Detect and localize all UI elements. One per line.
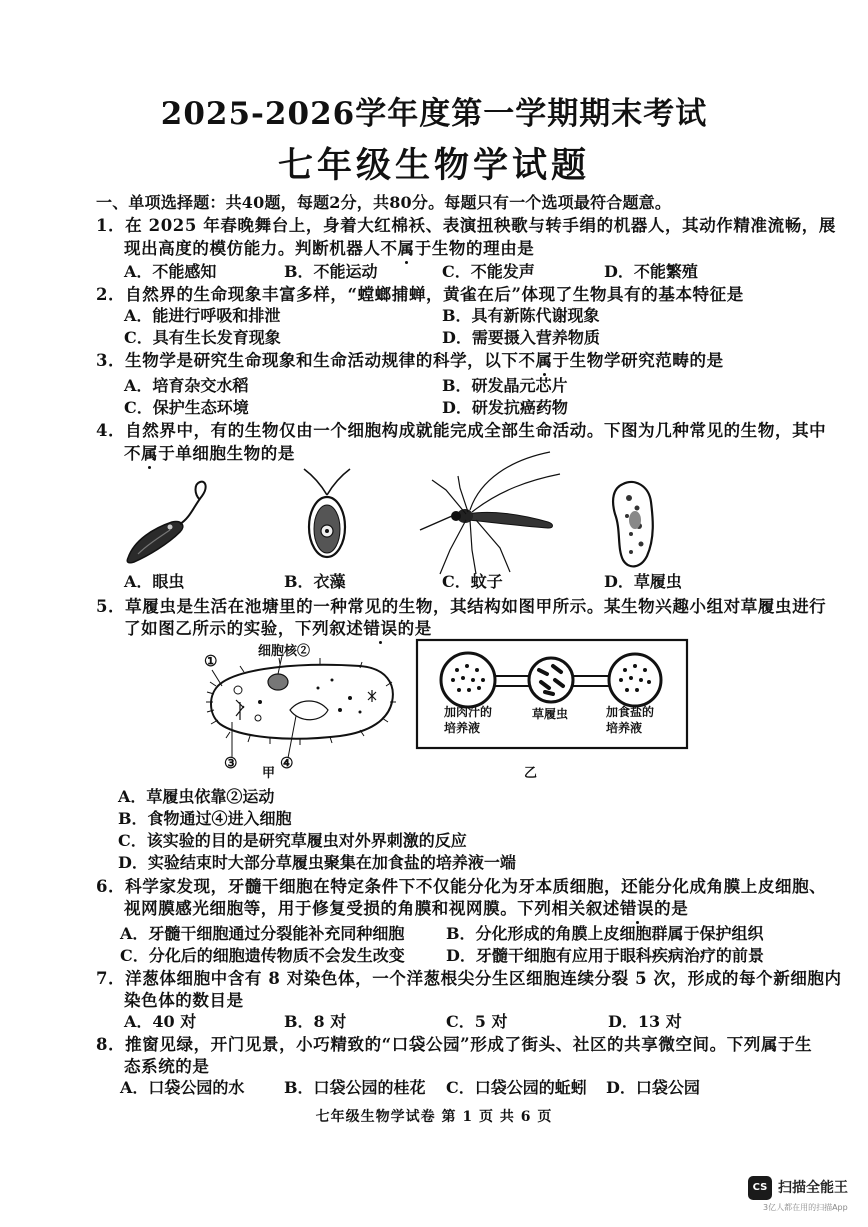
- emphasis-text: 错误: [620, 895, 654, 919]
- question-2-option-c: C．具有生长发育现象: [124, 328, 281, 347]
- question-1-option-c: C．不能发声: [442, 262, 535, 281]
- question-5-option-d: D．实验结束时大部分草履虫聚集在加食盐的培养液一端: [118, 853, 516, 872]
- question-8-line-1: 8．推窗见绿，开门见景，小巧精致的“口袋公园”形成了街头、社区的共享微空间。下列属于生: [96, 1035, 813, 1054]
- question-6-option-a: A．牙髓干细胞通过分裂能补充同种细胞: [120, 924, 405, 943]
- structure-label-1: ①: [204, 652, 218, 670]
- dish-right-label-1: 加食盐的: [606, 705, 655, 719]
- question-1-option-b: B．不能运动: [284, 262, 378, 281]
- figure-jia-caption: 甲: [262, 766, 276, 781]
- question-1-option-a: A．不能感知: [124, 262, 217, 281]
- question-3-line-1: 3．生物学是研究生命现象和生命活动规律的科学，以下不属于生物学研究范畴的是: [96, 347, 724, 371]
- question-2-option-a: A．能进行呼吸和排泄: [124, 306, 281, 325]
- emphasis-text: 不属于: [518, 347, 569, 371]
- question-7-option-d: D．13 对: [608, 1012, 682, 1031]
- dish-right-label-2: 培养液: [606, 721, 643, 735]
- question-1-line-2: 现出高度的模仿能力。判断机器人不属于生物的理由是: [124, 235, 534, 259]
- nucleus-label: 细胞核②: [258, 644, 311, 659]
- question-6-option-c: C．分化后的细胞遗传物质不会发生改变: [120, 946, 405, 965]
- question-8-option-d: D．口袋公园: [606, 1078, 700, 1097]
- question-3-option-b: B．研发晶元芯片: [442, 376, 568, 395]
- structure-label-3: ③: [224, 754, 238, 772]
- emphasis-text: 不属于: [381, 235, 432, 259]
- scanner-logo-icon: CS: [748, 1176, 772, 1200]
- figure-yi-caption: 乙: [524, 766, 538, 781]
- emphasis-text: 不属于: [124, 440, 175, 464]
- scanner-app-name: 扫描全能王: [778, 1180, 848, 1196]
- question-3-option-d: D．研发抗癌药物: [442, 398, 568, 417]
- question-1-option-d: D．不能繁殖: [604, 262, 698, 281]
- question-4-option-a: A．眼虫: [124, 572, 185, 591]
- question-7-line-2: 染色体的数目是: [124, 991, 244, 1010]
- euglena-figure: [120, 470, 210, 570]
- chlamydomonas-figure: [292, 465, 362, 570]
- structure-label-4: ④: [280, 754, 294, 772]
- question-2-line-1: 2．自然界的生命现象丰富多样，“螳螂捕蝉，黄雀在后”体现了生物具有的基本特征是: [96, 285, 744, 304]
- question-3-option-c: C．保护生态环境: [124, 398, 249, 417]
- dish-left-label-2: 培养液: [444, 721, 481, 735]
- exam-subtitle: 七年级生物学试题: [277, 145, 590, 186]
- question-8-option-b: B．口袋公园的桂花: [284, 1078, 426, 1097]
- question-2-option-d: D．需要摄入营养物质: [442, 328, 600, 347]
- question-1-line-1: 1．在 2025 年春晚舞台上，身着大红棉袄、表演扭秧歌与转手绢的机器人，其动作精准流畅，展: [96, 216, 836, 235]
- scanner-tagline: 3亿人都在用的扫描App: [763, 1203, 848, 1212]
- question-4-option-d: D．草履虫: [604, 572, 682, 591]
- question-7-option-b: B．8 对: [284, 1012, 347, 1031]
- question-4-option-c: C．蚊子: [442, 572, 503, 591]
- exam-title: 2025-2026学年度第一学期期末考试: [160, 96, 708, 132]
- question-4-option-b: B．衣藻: [284, 572, 346, 591]
- question-6-line-2: 视网膜感光细胞等，用于修复受损的角膜和视网膜。下列相关叙述错误的是: [124, 895, 688, 919]
- page-footer: 七年级生物学试卷 第 1 页 共 6 页: [315, 1109, 553, 1125]
- question-3-option-a: A．培育杂交水稻: [124, 376, 249, 395]
- dish-left-label-1: 加肉汁的: [444, 705, 493, 719]
- question-2-option-b: B．具有新陈代谢现象: [442, 306, 600, 325]
- question-7-line-1: 7．洋葱体细胞中含有 8 对染色体，一个洋葱根尖分生区细胞连续分裂 5 次，形成的每个新细胞内: [96, 969, 842, 988]
- question-8-line-2: 态系统的是: [124, 1057, 210, 1076]
- dish-mid-label: 草履虫: [532, 707, 569, 721]
- question-5-option-c: C．该实验的目的是研究草履虫对外界刺激的反应: [118, 831, 467, 850]
- mosquito-figure: [410, 450, 570, 575]
- question-6-option-d: D．牙髓干细胞有应用于眼科疾病治疗的前景: [446, 946, 764, 965]
- question-8-option-a: A．口袋公园的水: [120, 1078, 245, 1097]
- section-heading: 一、单项选择题：共40题，每题2分，共80分。每题只有一个选项最符合题意。: [96, 193, 672, 212]
- paramecium-figure: [605, 478, 665, 570]
- question-6-line-1: 6．科学家发现，牙髓干细胞在特定条件下不仅能分化为牙本质细胞，还能分化成角膜上皮细胞、: [96, 877, 827, 896]
- question-5-option-a: A．草履虫依靠②运动: [118, 787, 275, 806]
- emphasis-text: 错误: [363, 615, 397, 639]
- question-4-line-2: 不属于单细胞生物的是: [124, 440, 295, 464]
- question-7-option-c: C．5 对: [446, 1012, 508, 1031]
- question-8-option-c: C．口袋公园的蚯蚓: [446, 1078, 587, 1097]
- question-5-option-b: B．食物通过④进入细胞: [118, 809, 292, 828]
- question-5-line-1: 5．草履虫是生活在池塘里的一种常见的生物，其结构如图甲所示。某生物兴趣小组对草履虫进行: [96, 597, 827, 616]
- question-7-option-a: A．40 对: [124, 1012, 197, 1031]
- question-5-line-2: 了如图乙所示的实验，下列叙述错误的是: [124, 615, 432, 639]
- question-6-option-b: B．分化形成的角膜上皮细胞群属于保护组织: [446, 924, 764, 943]
- question-4-line-1: 4．自然界中，有的生物仅由一个细胞构成就能完成全部生命活动。下图为几种常见的生物，其中: [96, 421, 827, 440]
